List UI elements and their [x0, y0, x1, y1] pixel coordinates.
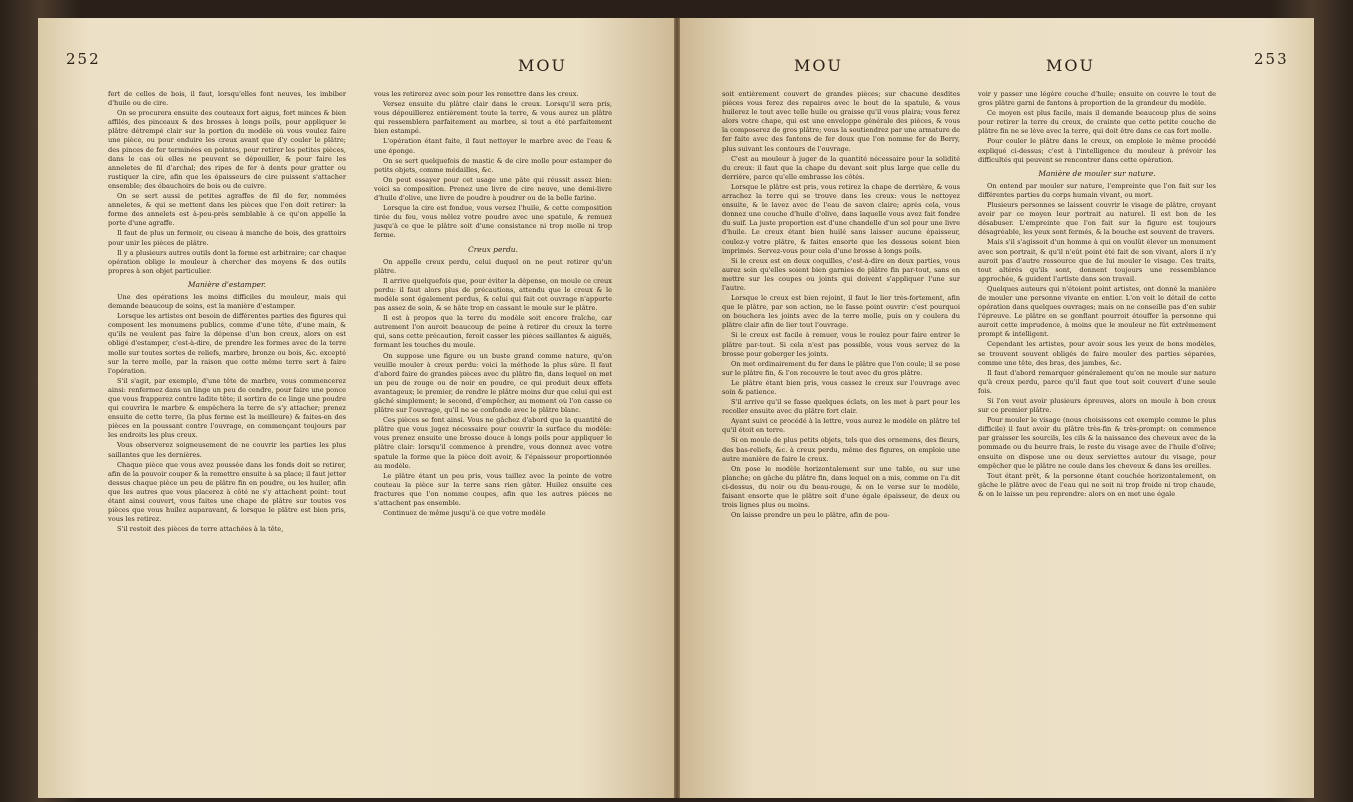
paragraph: Vous observerez soigneusement de ne couvrir les parties les plus saillantes que les dernières. [108, 441, 346, 459]
paragraph: Ces pièces se font ainsi. Vous ne gâchez d'abord que la quantité de plâtre que vous jugez nécessaire pour couvrir la surface du modèle: vous prenez ensuite une brosse douce à longs poils pour appliquer le plâtre clair: lorsqu'il commence à prendre, vous donnez avec votre spatule la forme que la pièce doit avoir, & l'épaisseur proportionnée au modèle. [374, 416, 612, 470]
paragraph: On se sert quelquefois de mastic & de cire molle pour estamper de petits objets, comme médailles, &c. [374, 156, 612, 174]
paragraph: On appelle creux perdu, celui duquel on ne peut retirer qu'un plâtre. [374, 257, 612, 275]
paragraph: soit entièrement couvert de grandes pièces; sur chacune desdites pièces vous ferez des repaires avec le bout de la spatule, & vous huilerez le tout avec telle huile ou graisse qu'il vous plaira; vous ferez alors votre chape, qui est une enveloppe générale des pièces, & vous la composerez de gros plâtre; vous la soutiendrez par une armature de fer faite avec des fantons de fer doux que l'on nomme fer de Berry, plus suivant les contours de l'ouvrage. [722, 90, 960, 153]
paragraph: Lorsque le plâtre est pris, vous retirez la chape de derrière, & vous arrachez la terre qui se trouve dans les creux: vous le nettoyez ensuite, & le lavez avec de l'eau de savon claire; après cela, vous donnez une couche d'huile d'olive, dans laquelle vous avez fait fondre du suif. La juste proportion est d'une chandelle d'un sol pour une livre d'huile. Le creux étant bien huilé sans laisser aucune épaisseur, coulez-y votre plâtre, & faites ensorte que les dessous soient bien imprimés. Servez-vous pour cela d'une brosse à longs poils. [722, 182, 960, 255]
paragraph: fert de celles de bois, il faut, lorsqu'elles font neuves, les imbiber d'huile ou de cire. [108, 90, 346, 108]
paragraph: Ayant suivi ce procédé à la lettre, vous aurez le modèle en plâtre tel qu'il étoit en terre. [722, 417, 960, 435]
paragraph: L'opération étant faite, il faut nettoyer le marbre avec de l'eau & une éponge. [374, 137, 612, 155]
paragraph: On laisse prendre un peu le plâtre, afin de pou- [731, 511, 890, 520]
paragraph: Il y a plusieurs autres outils dont la forme est arbitraire; car chaque opération oblige le mouleur à chercher des moyens & des outils propres à son objet particulier. [108, 248, 346, 275]
paragraph: Plusieurs personnes se laissent couvrir le visage de plâtre, croyant avoir par ce moyen leur portrait au naturel. Il est bon de les désabuser. L'empreinte que l'on fait sur la figure est toujours désagréable, les yeux sont fermés, & la bouche est souvent de travers. [978, 201, 1216, 237]
paragraph: Une des opérations les moins difficiles du mouleur, mais qui demande beaucoup de soins, est la manière d'estamper. [108, 292, 346, 311]
paragraph: Si l'on veut avoir plusieurs épreuves, alors on moule à bon creux sur ce premier plâtre. [978, 397, 1216, 415]
paragraph: On pose le modèle horizontalement sur une table, ou sur une planche; on gâche du plâtre fin, dans lequel on a mis, comme on l'a dit ci-dessus, du noir ou du beau-rouge, & on le verse sur le modèle, faisant ensorte que le plâtre soit d'une égale épaisseur, de deux ou trois lignes plus ou moins. [722, 464, 960, 510]
paragraph: Lorsque la cire est fondue, vous versez l'huile, & cette composition tirée du feu, vous mêlez votre poudre avec une spatule, & remuez jusqu'à ce que le plâtre soit d'une consistance ni trop molle ni trop ferme. [374, 204, 612, 240]
right-column-2 [978, 90, 1216, 500]
paragraph: Si on moule de plus petits objets, tels que des ornemens, des fleurs, des bas-reliefs, &c. à creux perdu, même des figures, on emploie une autre manière de faire le creux. [722, 436, 960, 463]
paragraph: On entend par mouler sur nature, l'empreinte que l'on fait sur les différentes parties du corps humain vivant, ou mort. [978, 181, 1216, 199]
right-header [676, 50, 1314, 80]
paragraph: C'est au mouleur à juger de la quantité nécessaire pour la solidité du creux: il faut que la chape du devant soit plus large que celle du derrière, parce qu'elle embrasse les côtés. [722, 154, 960, 181]
running-title: MOU [794, 56, 843, 75]
left-column-1 [108, 90, 346, 535]
section-heading: Manière d'estamper. [187, 279, 267, 289]
paragraph: Lorsque les artistes ont besoin de différentes parties des figures qui composent les monumens publics, comme d'une tête, d'une main, & qu'ils ne veulent pas faire la dépense d'un bon creux, alors on est obligé d'estamper, c'est-à-dire, de prendre les formes avec de la terre molle sur toutes sortes de reliefs, marbre, bronze ou bois, &c. excepté sur la terre molle, par la raison que cette même terre sert à faire l'opération. [108, 312, 346, 375]
paragraph: Mais s'il s'agissoit d'un homme à qui on voulût élever un monument avec son portrait, & qu'il n'eût point été fait de son vivant, alors il n'y auroit pas d'autre ressource que de lui mouler le visage. Ces traits, tout altérés qu'ils sont, donnent toujours une ressemblance approchée, & guident l'artiste dans son travail. [978, 238, 1216, 283]
paragraph: On peut essayer pour cet usage une pâte qui réussit assez bien: voici sa composition. Prenez une livre de cire neuve, une demi-livre d'huile d'olive, une livre de poudre à poudrer ou de la belle farine. [374, 175, 612, 203]
page-number: 253 [1254, 50, 1289, 68]
paragraph: S'il s'agit, par exemple, d'une tête de marbre, vous commencerez ainsi: renfermez dans un linge un peu de cendre, pour faire une ponce que vous frapperez contre ladite tête; il sortira de ce linge une poudre qui couvrira le marbre & empêchera la terre de s'y attacher; prenez ensuite de cette terre, (la plus ferme est la meilleure) & faites-en des pièces en la poussant contre l'ouvrage, en commençant toujours par les endroits les plus creux. [108, 376, 346, 440]
right-page [676, 18, 1314, 798]
paragraph: Lorsque le creux est bien rejoint, il faut le lier très-fortement, afin que le plâtre, par son action, ne le fasse point ouvrir: c'est pourquoi on bouchera les joints avec de la terre molle, puis on y coulera du plâtre clair afin de lier tout l'ouvrage. [722, 294, 960, 330]
paragraph: Pour mouler le visage (nous choisissons cet exemple comme le plus difficile) il faut avoir du plâtre très-fin & très-prompt: on commence par graisser les sourcils, les cils & la naissance des cheveux avec de la pommade ou du beurre frais, le reste du visage avec de l'huile d'olive; ensuite on dispose une ou deux serviettes autour du visage, pour empêcher que le plâtre ne coule dans les cheveux & dans les oreilles. [978, 416, 1216, 470]
paragraph: Il faut de plus un fermoir, ou ciseau à manche de bois, des grattoirs pour unir les pièces de plâtre. [108, 229, 346, 247]
page-number: 252 [66, 50, 101, 68]
paragraph: voir y passer une légère couche d'huile; ensuite on couvre le tout de gros plâtre garni de fantons à proportion de la grandeur du modèle. [978, 90, 1216, 108]
paragraph: Quelques auteurs qui n'étoient point artistes, ont donné la manière de mouler une personne vivante en entier. L'on voit le détail de cette opération dans quelques ouvrages; mais on ne conseille pas d'en subir l'épreuve. Le plâtre en se gonflant pourroit étouffer la personne qui auroit cette imprudence, à moins que le mouleur ne fût extrêmement prompt & intelligent. [978, 284, 1216, 339]
paragraph: Versez ensuite du plâtre clair dans le creux. Lorsqu'il sera pris, vous dépouillerez entièrement toute la terre, & vous aurez un plâtre qui ressemblera parfaitement au marbre, si tout a été parfaitement bien estampé. [374, 100, 612, 136]
book-gutter [674, 18, 680, 798]
paragraph: Il arrive quelquefois que, pour éviter la dépense, on moule ce creux perdu: il faut alors plus de précautions, attendu que le creux & le modèle sont également perdus, & celui qui fait cet ouvrage n'apporte pas assez de soin, & se hâte trop en cassant le moule sur le plâtre. [374, 276, 612, 313]
section-heading: Manière de mouler sur nature. [1038, 168, 1156, 178]
paragraph: Cependant les artistes, pour avoir sous les yeux de bons modèles, se trouvent souvent obligés de faire mouler des parties séparées, comme une tête, des bras, des jambes, &c. [978, 340, 1216, 367]
paragraph: Si le creux est facile à remuer, vous le roulez pour faire entrer le plâtre par-tout. Si cela n'est pas possible, vous vous servez de la brosse pour goberger les joints. [722, 331, 960, 358]
book-spread [38, 18, 1315, 798]
left-header [38, 50, 676, 80]
paragraph: vous les retirerez avec soin pour les remettre dans les creux. [374, 90, 579, 98]
paragraph: Tout étant prêt, & la personne étant couchée horizontalement, on gâche le plâtre avec de l'eau qui ne soit ni trop froide ni trop chaude, & on le laisse un peu reprendre: alors on en met une égale [978, 471, 1216, 498]
running-title: MOU [518, 56, 567, 75]
paragraph: Chaque pièce que vous avez poussée dans les fonds doit se retirer, afin de la pouvoir couper & la remettre ensuite à sa place; il faut jetter dessus chaque pièce un peu de plâtre fin en poudre, ou les huiler, afin que les autres que vous placerez à côté ne s'y attachent point: tout étant ainsi couvert, vous faites une chape de plâtre sur toutes vos pièces que vous huilez auparavant, & lorsque le plâtre est bien pris, vous les retirez. [108, 460, 346, 524]
paragraph: On met ordinairement du fer dans le plâtre que l'on coule; il se pose sur le plâtre fin, & l'on recouvre le tout avec du gros plâtre. [722, 359, 960, 377]
paragraph: Il faut d'abord remarquer généralement qu'on ne moule sur nature qu'à creux perdu, parce qu'il faut que tout soit couvert d'une seule fois. [978, 368, 1216, 395]
paragraph: S'il arrive qu'il se fasse quelques éclats, on les met à part pour les recoller ensuite avec du plâtre fort clair. [722, 398, 960, 416]
paragraph: Pour couler le plâtre dans le creux, on emploie le même procédé expliqué ci-dessus; c'est à l'intelligence du mouleur à prévoir les difficultés qui peuvent se rencontrer dans cette opération. [978, 137, 1216, 164]
left-page [38, 18, 676, 798]
paragraph: Le plâtre étant bien pris, vous cassez le creux sur l'ouvrage avec soin & patience. [722, 378, 960, 396]
paragraph: Continuez de même jusqu'à ce que votre modèle [383, 509, 546, 518]
running-title: MOU [1046, 56, 1095, 75]
paragraph: On se sert aussi de petites agraffes de fil de fer, nommées anneletes, & qui se mettent dans les pièces que l'on doit retirer: la forme des annelets est à-peu-près semblable à ce qu'on appelle la porte d'une agraffe. [108, 192, 346, 228]
paragraph: On se procurera ensuite des couteaux fort aigus, fort minces & bien affilés, des pinceaux & des brosses à longs poils, pour appliquer le plâtre détrempé clair sur la portion du modèle où vous voulez faire une pièce, ou pour enduire les creux avant que d'y couler le plâtre; des pinces de fer terminées en pointes, pour retirer les petites pièces, dans le cas où elles ne peuvent se dépouiller, & pour faire les anneletes de fil d'archal; des ripes de fer à dents pour gratter ou rustiquer la cire, afin que les épaisseurs de cire puissent s'attacher ensemble; des ébauchoirs de bois ou de cuivre. [108, 109, 346, 190]
paragraph: Le plâtre étant un peu pris, vous taillez avec la pointe de votre couteau la pièce sur la terre sans rien gâter. Huilez ensuite ces fractures que l'on nomme coupes, afin que les autres pièces ne s'attachent pas ensemble. [374, 471, 612, 508]
paragraph: On suppose une figure ou un buste grand comme nature, qu'on veuille mouler à creux perdu: voici la méthode la plus sûre. Il faut d'abord faire de grandes pièces avec du plâtre fin, dans lequel on met un peu de rouge ou de noir en poudre, ce qui produit deux effets avantageux; le premier, de rendre le plâtre moins dur que celui qui est gâché simplement; le second, d'empêcher, au moment où l'on casse ce plâtre sur l'ouvrage, qu'il ne se confonde avec le plâtre blanc. [374, 351, 612, 415]
left-column-2 [374, 90, 612, 519]
paragraph: Si le creux est en deux coquilles, c'est-à-dire en deux parties, vous aurez soin qu'elles soient bien garnies de plâtre fin par-tout, sans en mettre sur les coupes ou joints qui doivent s'appliquer l'une sur l'autre. [722, 256, 960, 292]
right-column-1 [722, 90, 960, 521]
paragraph: Il est à propos que la terre du modèle soit encore fraîche, car autrement l'on auroit beaucoup de peine à retirer du creux la terre qui, sans cette précaution, feroit casser les pièces saillantes & aiguës, formant les touches du moule. [374, 314, 612, 350]
paragraph: S'il restoit des pièces de terre attachées à la tête, [117, 525, 284, 534]
paragraph: Ce moyen est plus facile, mais il demande beaucoup plus de soins pour retirer la terre du creux, de crainte que cette petite couche de plâtre fin ne se lève avec la terre, qui doit être dans ce cas fort molle. [978, 109, 1216, 136]
section-heading: Creux perdu. [467, 244, 519, 254]
